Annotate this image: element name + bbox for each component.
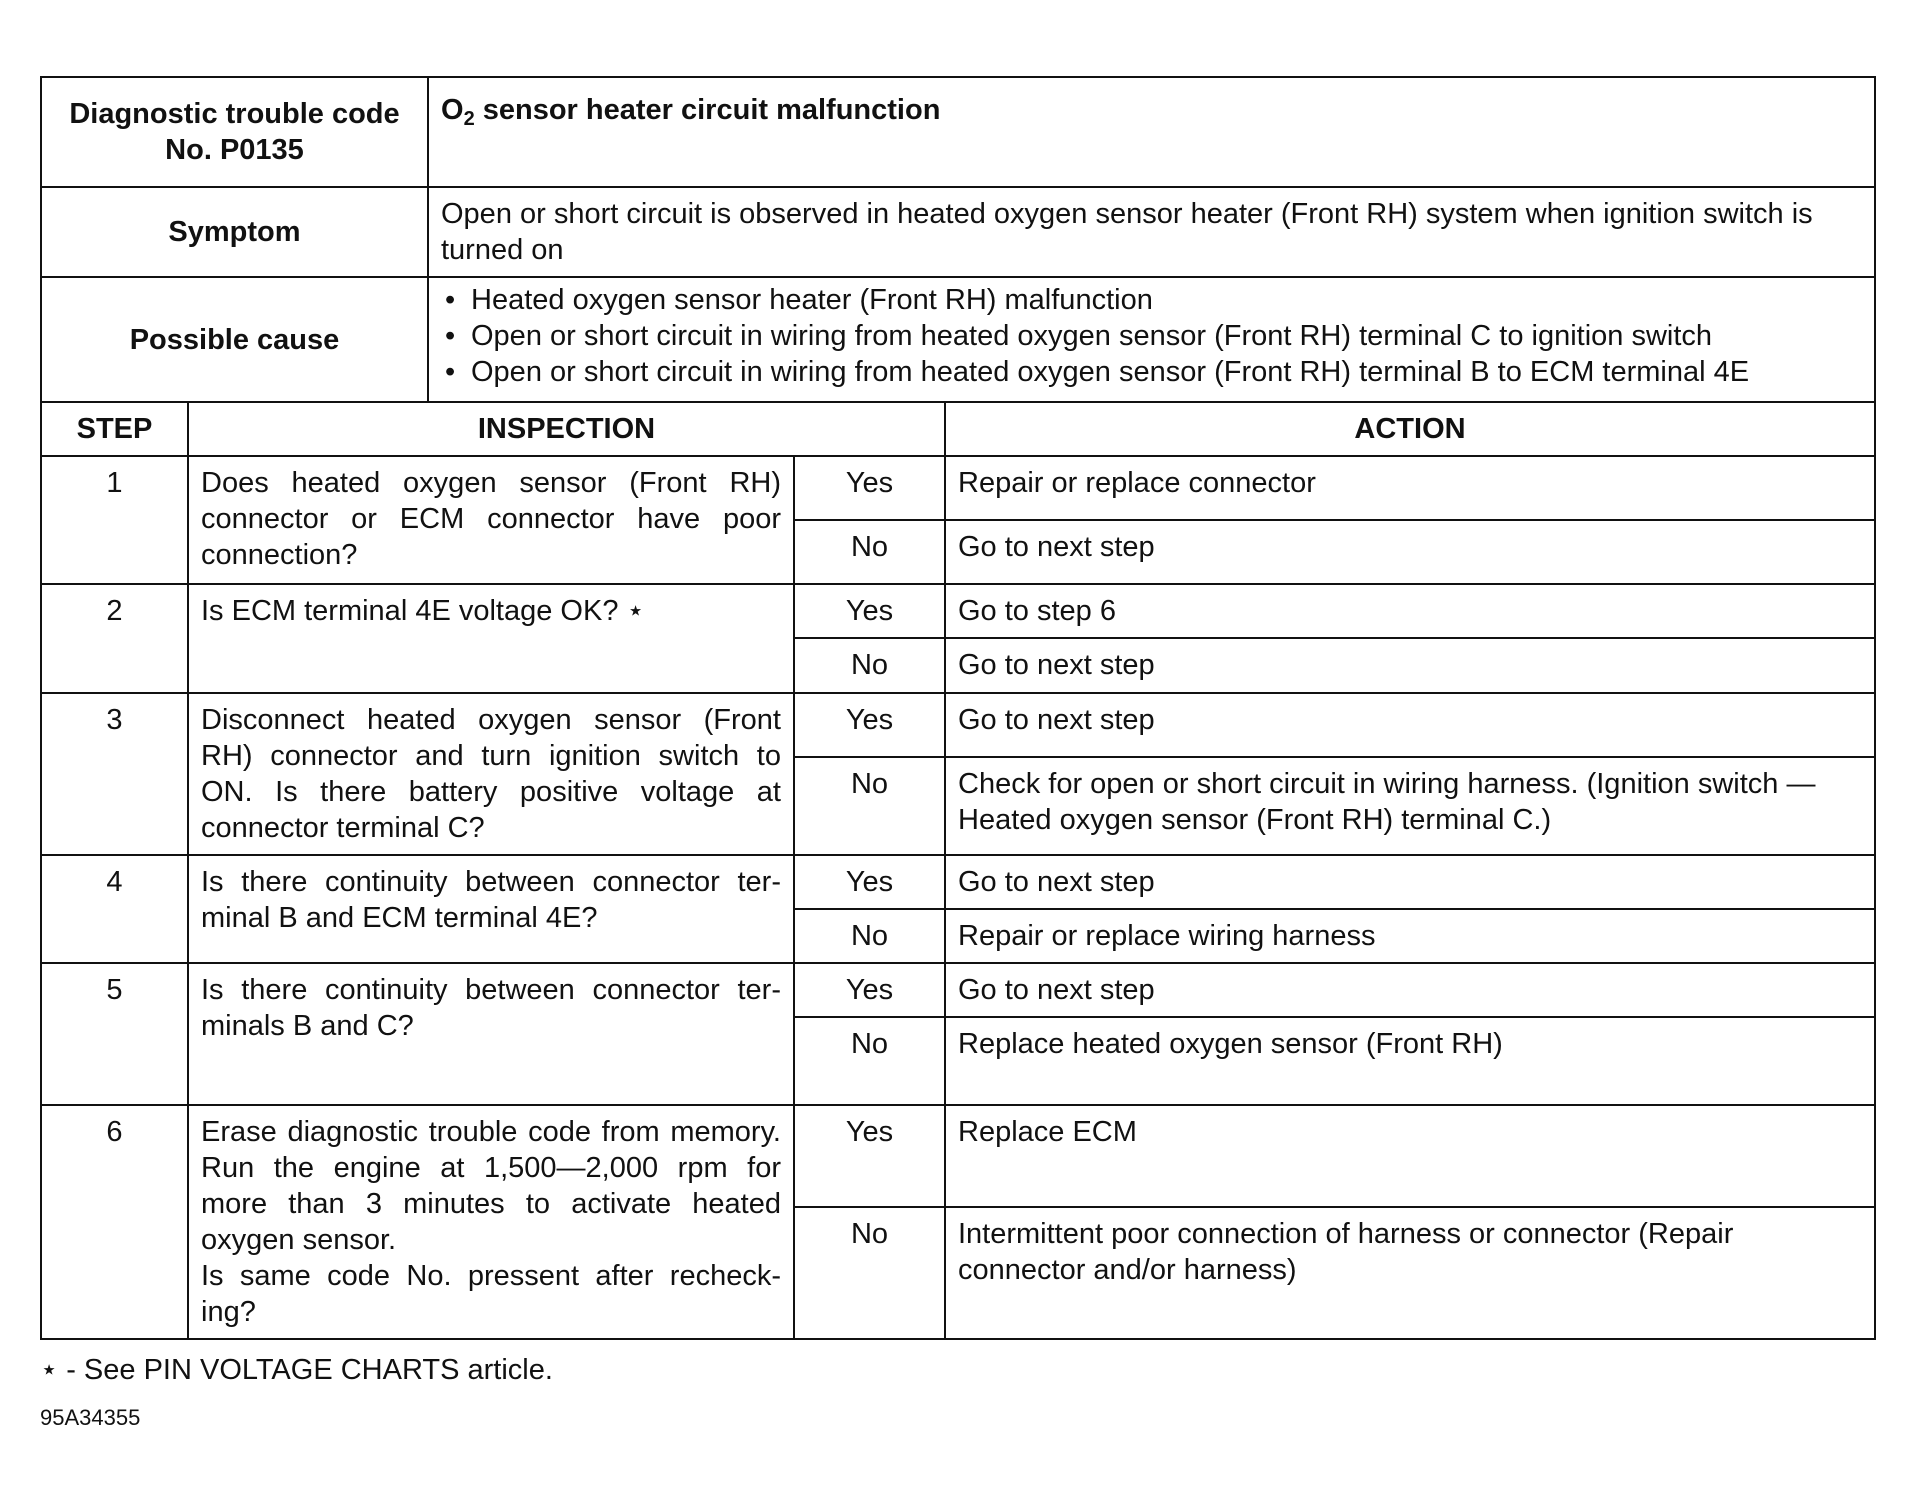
- table-row: [41, 855, 1875, 909]
- no-label: No: [794, 1017, 945, 1105]
- cause-text: Open or short circuit in wiring from heated oxygen sensor (Front RH) terminal C to ignition switch: [471, 320, 1713, 352]
- no-label: No: [794, 1207, 945, 1339]
- yes-label: Yes: [794, 693, 945, 757]
- title-rest: sensor heater circuit malfunction: [474, 94, 941, 126]
- yes-action: Repair or replace connector: [945, 456, 1875, 520]
- yes-label: Yes: [794, 963, 945, 1017]
- inspection-text: Is ECM terminal 4E voltage OK? ⋆: [188, 584, 794, 693]
- no-action: Go to next step: [945, 520, 1875, 584]
- footnote: ⋆ - See PIN VOLTAGE CHARTS article.: [40, 1354, 553, 1386]
- table-row: [41, 693, 1875, 757]
- no-label: No: [794, 638, 945, 693]
- yes-action: Go to next step: [945, 693, 1875, 757]
- table-row: [41, 1105, 1875, 1207]
- yes-label: Yes: [794, 1105, 945, 1207]
- possible-cause-list: [428, 277, 1875, 402]
- possible-cause-row: [41, 277, 1875, 402]
- inspection-text: Disconnect heated oxygen sensor (Front RH) connector and turn ignition switch to ON. Is there battery positive voltage at connector terminal C?: [188, 693, 794, 855]
- no-label: No: [794, 757, 945, 855]
- inspection-text: Is there continuity between connector ter-minal B and ECM terminal 4E?: [188, 855, 794, 963]
- yes-action: Go to next step: [945, 855, 1875, 909]
- bullet: •: [445, 320, 456, 352]
- column-header-step: STEP: [41, 402, 188, 456]
- yes-action: Replace ECM: [945, 1105, 1875, 1207]
- yes-label: Yes: [794, 584, 945, 638]
- title-subscript: 2: [463, 108, 475, 130]
- symptom-row: [41, 187, 1875, 277]
- inspection-text-part-2: Is same code No. pressent after recheck-ing?: [201, 1260, 781, 1328]
- table-row: [41, 584, 1875, 638]
- dtc-title: [428, 77, 1875, 187]
- cause-text: Open or short circuit in wiring from heated oxygen sensor (Front RH) terminal B to ECM terminal 4E: [471, 356, 1750, 388]
- dtc-code-label: Diagnostic trouble code No. P0135: [41, 77, 428, 187]
- step-number: 1: [41, 456, 188, 584]
- inspection-text: Does heated oxygen sensor (Front RH) connector or ECM connector have poor connection?: [188, 456, 794, 584]
- table-row: [41, 456, 1875, 520]
- no-action: Replace heated oxygen sensor (Front RH): [945, 1017, 1875, 1105]
- dtc-row: [41, 77, 1875, 187]
- step-number: 2: [41, 584, 188, 693]
- no-label: No: [794, 909, 945, 963]
- cause-item: [441, 282, 1862, 318]
- cause-text: Heated oxygen sensor heater (Front RH) malfunction: [471, 284, 1153, 316]
- step-number: 3: [41, 693, 188, 855]
- yes-label: Yes: [794, 855, 945, 909]
- step-number: 4: [41, 855, 188, 963]
- figure-id: 95A34355: [40, 1405, 141, 1430]
- inspection-text: Is there continuity between connector ter-minals B and C?: [188, 963, 794, 1105]
- inspection-text-part-1: Erase diagnostic trouble code from memory. Run the engine at 1,500—2,000 rpm for more than 3 minutes to activate heated oxygen sensor.: [201, 1116, 781, 1256]
- cause-item: [441, 354, 1862, 390]
- yes-action: Go to next step: [945, 963, 1875, 1017]
- diagnostic-table: [40, 76, 1876, 1340]
- bullet: •: [445, 356, 456, 388]
- column-header-inspection: INSPECTION: [188, 402, 945, 456]
- yes-label: Yes: [794, 456, 945, 520]
- step-number: 5: [41, 963, 188, 1105]
- diagnostic-chart: [40, 76, 1874, 1340]
- inspection-text: [188, 1105, 794, 1339]
- possible-cause-label: Possible cause: [41, 277, 428, 402]
- symptom-text: Open or short circuit is observed in heated oxygen sensor heater (Front RH) system when ignition switch is turned on: [428, 187, 1875, 277]
- no-action: Repair or replace wiring harness: [945, 909, 1875, 963]
- no-action: Check for open or short circuit in wiring harness. (Ignition switch — Heated oxygen sensor (Front RH) terminal C.): [945, 757, 1875, 855]
- yes-action: Go to step 6: [945, 584, 1875, 638]
- column-header-row: [41, 402, 1875, 456]
- step-number: 6: [41, 1105, 188, 1339]
- symptom-label: Symptom: [41, 187, 428, 277]
- no-action: Go to next step: [945, 638, 1875, 693]
- column-header-action: ACTION: [945, 402, 1875, 456]
- title-prefix: O: [441, 94, 464, 126]
- table-row: [41, 963, 1875, 1017]
- no-label: No: [794, 520, 945, 584]
- no-action: Intermittent poor connection of harness or connector (Repair connector and/or harness): [945, 1207, 1875, 1339]
- cause-item: [441, 318, 1862, 354]
- bullet: •: [445, 284, 456, 316]
